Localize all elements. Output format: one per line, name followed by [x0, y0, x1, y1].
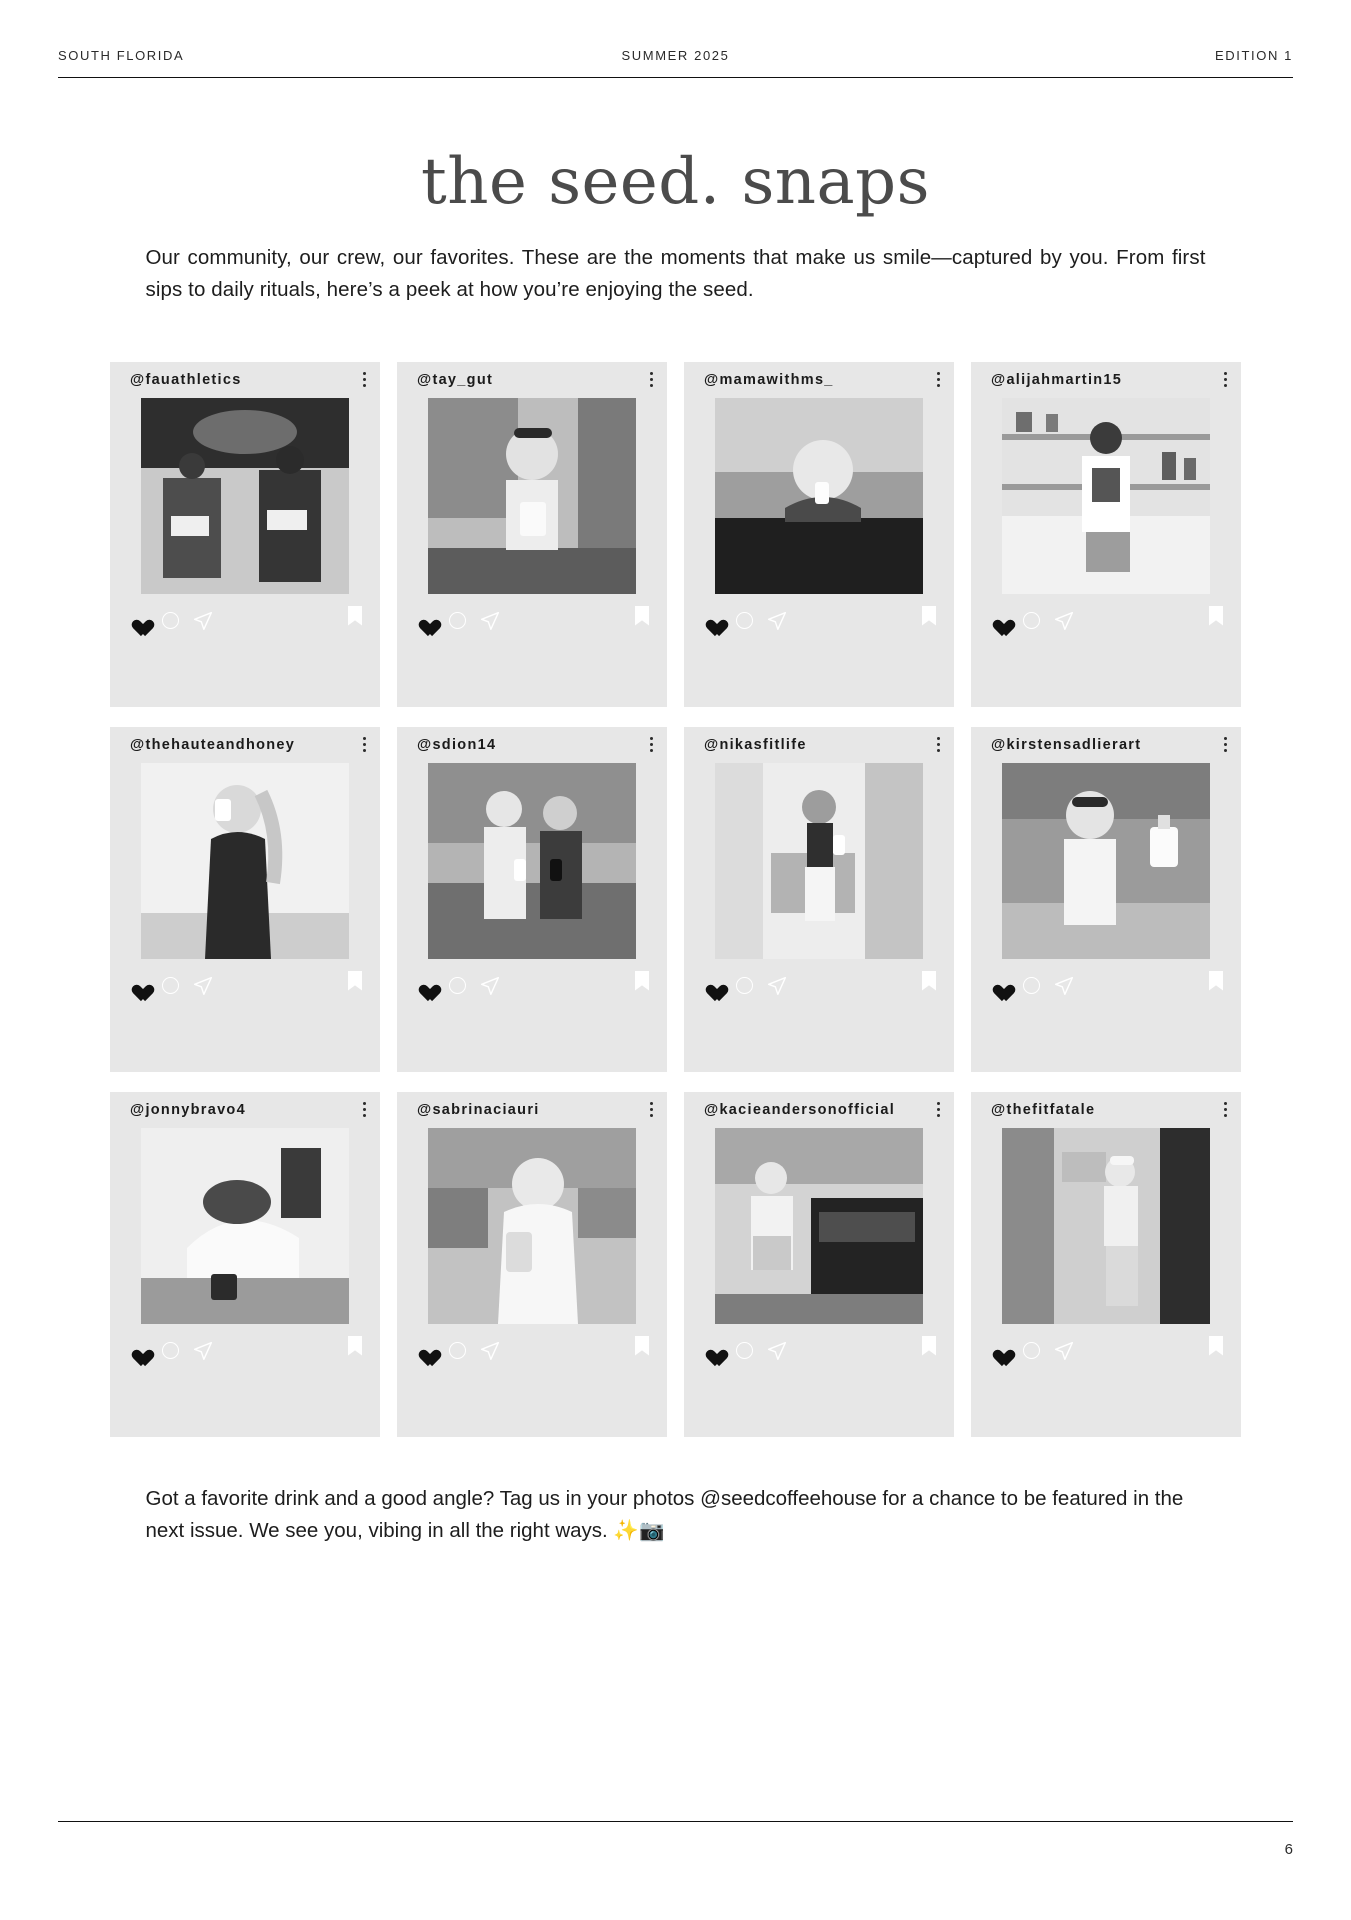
- photo-graphic: [715, 763, 923, 959]
- card-actions: [684, 594, 954, 634]
- post-photo: [428, 1128, 636, 1324]
- comment-icon[interactable]: [449, 1342, 466, 1359]
- post-handle[interactable]: @jonnybravo4: [130, 1101, 246, 1118]
- comment-icon[interactable]: [162, 612, 179, 629]
- heart-icon[interactable]: [989, 976, 1009, 996]
- snaps-grid: [58, 362, 1293, 1437]
- post-photo: [715, 763, 923, 959]
- more-options-icon[interactable]: [1218, 1102, 1227, 1117]
- photo-graphic: [1002, 763, 1210, 959]
- card-actions: [397, 1324, 667, 1364]
- comment-icon[interactable]: [736, 1342, 753, 1359]
- card-header: [110, 1092, 380, 1128]
- card-header: [684, 1092, 954, 1128]
- card-actions: [397, 594, 667, 634]
- card-actions: [971, 959, 1241, 999]
- share-icon[interactable]: [193, 611, 213, 631]
- post-photo: [1002, 398, 1210, 594]
- share-icon[interactable]: [1054, 1341, 1074, 1361]
- card-actions: [110, 959, 380, 999]
- heart-icon[interactable]: [415, 1341, 435, 1361]
- page-number: 6: [1284, 1841, 1293, 1858]
- more-options-icon[interactable]: [1218, 737, 1227, 752]
- post-photo: [428, 398, 636, 594]
- photo-graphic: [428, 1128, 636, 1324]
- share-icon[interactable]: [767, 1341, 787, 1361]
- snap-card[interactable]: [110, 727, 380, 1072]
- bookmark-icon[interactable]: [635, 1336, 649, 1356]
- photo-graphic: [428, 763, 636, 959]
- snap-card[interactable]: [684, 1092, 954, 1437]
- card-actions: [971, 1324, 1241, 1364]
- bookmark-icon[interactable]: [1209, 1336, 1223, 1356]
- snap-card[interactable]: [684, 362, 954, 707]
- post-photo: [1002, 763, 1210, 959]
- share-icon[interactable]: [767, 611, 787, 631]
- photo-graphic: [141, 398, 349, 594]
- comment-icon[interactable]: [736, 977, 753, 994]
- card-actions: [110, 594, 380, 634]
- heart-icon[interactable]: [128, 611, 148, 631]
- share-icon[interactable]: [480, 611, 500, 631]
- share-icon[interactable]: [480, 976, 500, 996]
- comment-icon[interactable]: [1023, 977, 1040, 994]
- comment-icon[interactable]: [736, 612, 753, 629]
- snap-card[interactable]: [971, 1092, 1241, 1437]
- post-photo: [715, 398, 923, 594]
- bookmark-icon[interactable]: [922, 606, 936, 626]
- post-handle[interactable]: @kirstensadlierart: [991, 736, 1142, 753]
- snap-card[interactable]: [110, 1092, 380, 1437]
- card-header: [110, 727, 380, 763]
- snap-card[interactable]: [971, 727, 1241, 1072]
- more-options-icon[interactable]: [1218, 372, 1227, 387]
- bookmark-icon[interactable]: [635, 971, 649, 991]
- heart-icon[interactable]: [702, 976, 722, 996]
- comment-icon[interactable]: [1023, 1342, 1040, 1359]
- comment-icon[interactable]: [162, 1342, 179, 1359]
- more-options-icon[interactable]: [931, 1102, 940, 1117]
- comment-icon[interactable]: [449, 612, 466, 629]
- heart-icon[interactable]: [128, 976, 148, 996]
- post-handle[interactable]: @nikasfitlife: [704, 736, 807, 753]
- card-header: [684, 362, 954, 398]
- snap-card[interactable]: [971, 362, 1241, 707]
- header-divider: [58, 77, 1293, 78]
- post-handle[interactable]: @thefitfatale: [991, 1101, 1096, 1118]
- post-handle[interactable]: @mamawithms_: [704, 371, 834, 388]
- card-header: [684, 727, 954, 763]
- photo-graphic: [141, 1128, 349, 1324]
- more-options-icon[interactable]: [357, 372, 366, 387]
- heart-icon[interactable]: [128, 1341, 148, 1361]
- share-icon[interactable]: [193, 1341, 213, 1361]
- bookmark-icon[interactable]: [348, 971, 362, 991]
- footer-divider: [58, 1821, 1293, 1822]
- intro-paragraph: Our community, our crew, our favorites. These are the moments that make us smile—captured by you. From first sips to daily rituals, here’s a peek at how you’re enjoying the seed.: [145, 246, 1206, 301]
- more-options-icon[interactable]: [644, 737, 653, 752]
- card-header: [397, 362, 667, 398]
- post-photo: [428, 763, 636, 959]
- comment-icon[interactable]: [449, 977, 466, 994]
- card-actions: [684, 1324, 954, 1364]
- post-handle[interactable]: @fauathletics: [130, 371, 242, 388]
- call-to-action-text: Got a favorite drink and a good angle? Tag us in your photos @seedcoffeehouse for a chance to be featured in the next issue. We see you, vibing in all the right ways. ✨📷: [145, 1486, 1184, 1543]
- photo-graphic: [428, 398, 636, 594]
- post-handle[interactable]: @alijahmartin15: [991, 371, 1123, 388]
- photo-graphic: [1002, 1128, 1210, 1324]
- comment-icon[interactable]: [162, 977, 179, 994]
- card-header: [397, 727, 667, 763]
- photo-graphic: [1002, 398, 1210, 594]
- masthead-region: SOUTH FLORIDA: [58, 48, 185, 63]
- card-header: [971, 727, 1241, 763]
- post-photo: [715, 1128, 923, 1324]
- more-options-icon[interactable]: [357, 737, 366, 752]
- share-icon[interactable]: [1054, 611, 1074, 631]
- card-actions: [397, 959, 667, 999]
- bookmark-icon[interactable]: [922, 1336, 936, 1356]
- masthead: [58, 0, 1293, 63]
- more-options-icon[interactable]: [644, 372, 653, 387]
- photo-graphic: [141, 763, 349, 959]
- masthead-season: SUMMER 2025: [621, 48, 730, 63]
- heart-icon[interactable]: [702, 1341, 722, 1361]
- more-options-icon[interactable]: [644, 1102, 653, 1117]
- card-actions: [684, 959, 954, 999]
- card-header: [110, 362, 380, 398]
- share-icon[interactable]: [1054, 976, 1074, 996]
- comment-icon[interactable]: [1023, 612, 1040, 629]
- post-photo: [141, 763, 349, 959]
- snap-card[interactable]: [110, 362, 380, 707]
- heart-icon[interactable]: [702, 611, 722, 631]
- bookmark-icon[interactable]: [348, 1336, 362, 1356]
- post-handle[interactable]: @thehauteandhoney: [130, 736, 296, 753]
- more-options-icon[interactable]: [357, 1102, 366, 1117]
- post-handle[interactable]: @sabrinaciauri: [417, 1101, 540, 1118]
- share-icon[interactable]: [767, 976, 787, 996]
- card-header: [971, 1092, 1241, 1128]
- card-header: [397, 1092, 667, 1128]
- share-icon[interactable]: [193, 976, 213, 996]
- post-handle[interactable]: @kacieandersonofficial: [704, 1101, 896, 1118]
- heart-icon[interactable]: [989, 1341, 1009, 1361]
- post-handle[interactable]: @sdion14: [417, 736, 497, 753]
- card-header: [971, 362, 1241, 398]
- post-photo: [141, 1128, 349, 1324]
- more-options-icon[interactable]: [931, 737, 940, 752]
- snap-card[interactable]: [684, 727, 954, 1072]
- card-actions: [110, 1324, 380, 1364]
- post-photo: [1002, 1128, 1210, 1324]
- heart-icon[interactable]: [989, 611, 1009, 631]
- bookmark-icon[interactable]: [1209, 971, 1223, 991]
- heart-icon[interactable]: [415, 976, 435, 996]
- post-handle[interactable]: @tay_gut: [417, 371, 494, 388]
- share-icon[interactable]: [480, 1341, 500, 1361]
- bookmark-icon[interactable]: [1209, 606, 1223, 626]
- snap-card[interactable]: [397, 362, 667, 707]
- bookmark-icon[interactable]: [635, 606, 649, 626]
- more-options-icon[interactable]: [931, 372, 940, 387]
- masthead-edition: EDITION 1: [1215, 48, 1293, 63]
- bookmark-icon[interactable]: [922, 971, 936, 991]
- post-photo: [141, 398, 349, 594]
- snap-card[interactable]: [397, 727, 667, 1072]
- bookmark-icon[interactable]: [348, 606, 362, 626]
- photo-graphic: [715, 1128, 923, 1324]
- page-title: the seed. snaps: [421, 145, 930, 219]
- snap-card[interactable]: [397, 1092, 667, 1437]
- heart-icon[interactable]: [415, 611, 435, 631]
- card-actions: [971, 594, 1241, 634]
- photo-graphic: [715, 398, 923, 594]
